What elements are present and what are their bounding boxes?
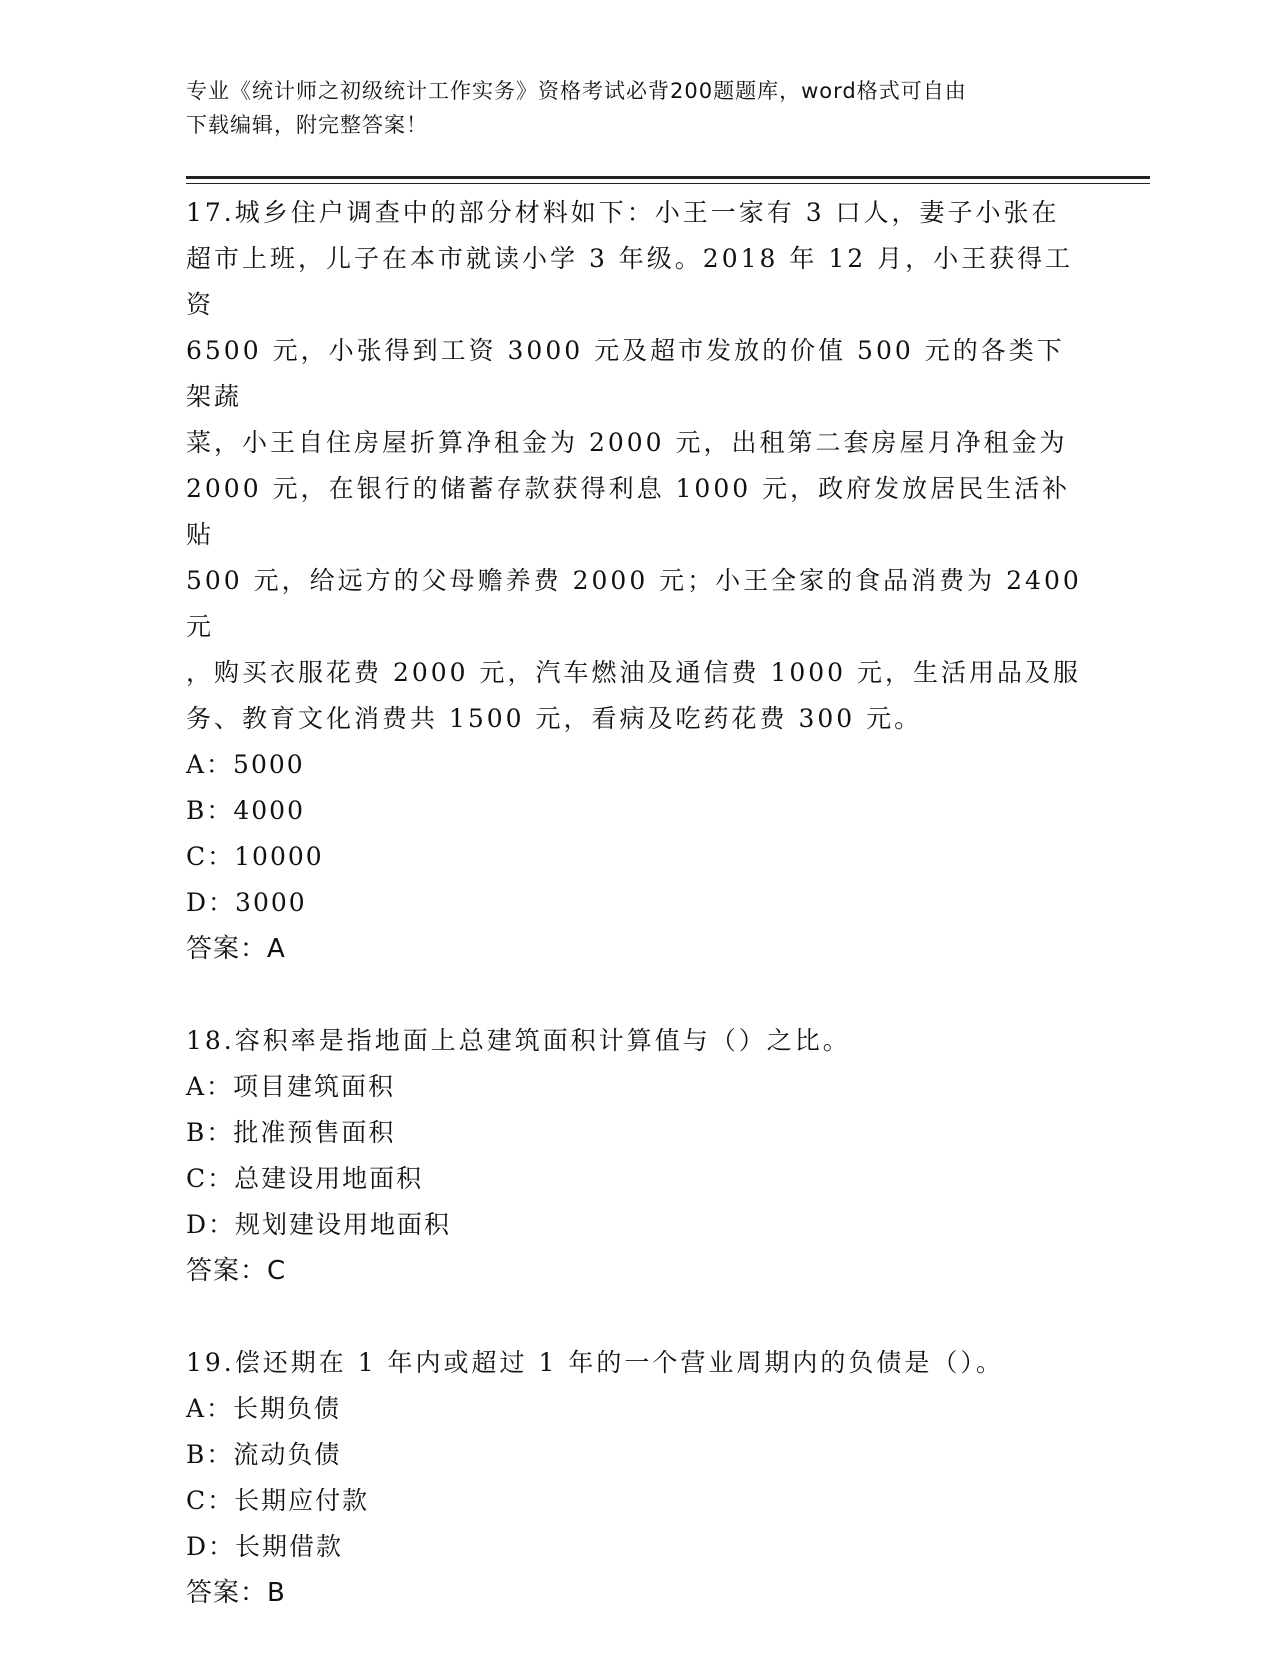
question-text-line: 6500 元，小张得到工资 3000 元及超市发放的价值 500 元的各类下架蔬: [186, 336, 1065, 411]
header-line-1: 专业《统计师之初级统计工作实务》资格考试必背200题题库，word格式可自由: [186, 79, 967, 103]
question-text-line: 19.偿还期在 1 年内或超过 1 年的一个营业周期内的负债是（）。: [186, 1348, 1004, 1377]
option-b: B：4000: [186, 796, 305, 825]
option-c: C：10000: [186, 842, 324, 871]
question-text-line: 务、教育文化消费共 1500 元，看病及吃药花费 300 元。: [186, 704, 923, 733]
question-18: [186, 1018, 1086, 1294]
question-19: [186, 1340, 1086, 1616]
header-rule-thick: [186, 176, 1150, 179]
answer: 答案：A: [186, 934, 286, 964]
option-d: D：长期借款: [186, 1532, 344, 1561]
document-header: [186, 74, 1086, 142]
option-d: D：3000: [186, 888, 307, 917]
option-c: C：总建设用地面积: [186, 1164, 424, 1193]
question-text-line: 超市上班，儿子在本市就读小学 3 年级。2018 年 12 月，小王获得工资: [186, 244, 1074, 319]
question-text-line: 18.容积率是指地面上总建筑面积计算值与（）之比。: [186, 1026, 851, 1055]
option-c: C：长期应付款: [186, 1486, 370, 1515]
question-17: [186, 190, 1086, 972]
header-line-2: 下载编辑，附完整答案！: [186, 113, 428, 137]
question-text-line: ，购买衣服花费 2000 元，汽车燃油及通信费 1000 元，生活用品及服: [186, 658, 1082, 687]
option-d: D：规划建设用地面积: [186, 1210, 452, 1239]
option-b: B：流动负债: [186, 1440, 342, 1469]
answer: 答案：C: [186, 1256, 287, 1286]
question-text-line: 17.城乡住户调查中的部分材料如下：小王一家有 3 口人，妻子小张在: [186, 198, 1060, 227]
option-a: A：项目建筑面积: [186, 1072, 396, 1101]
header-rule-thin: [186, 183, 1150, 184]
question-text-line: 2000 元，在银行的储蓄存款获得利息 1000 元，政府发放居民生活补贴: [186, 474, 1071, 549]
question-list: [186, 190, 1086, 1662]
option-b: B：批准预售面积: [186, 1118, 396, 1147]
option-a: A：长期负债: [186, 1394, 342, 1423]
question-text-line: 菜，小王自住房屋折算净租金为 2000 元，出租第二套房屋月净租金为: [186, 428, 1068, 457]
option-a: A：5000: [186, 750, 305, 779]
answer: 答案：B: [186, 1578, 286, 1608]
question-text-line: 500 元，给远方的父母赡养费 2000 元；小王全家的食品消费为 2400 元: [186, 566, 1082, 641]
